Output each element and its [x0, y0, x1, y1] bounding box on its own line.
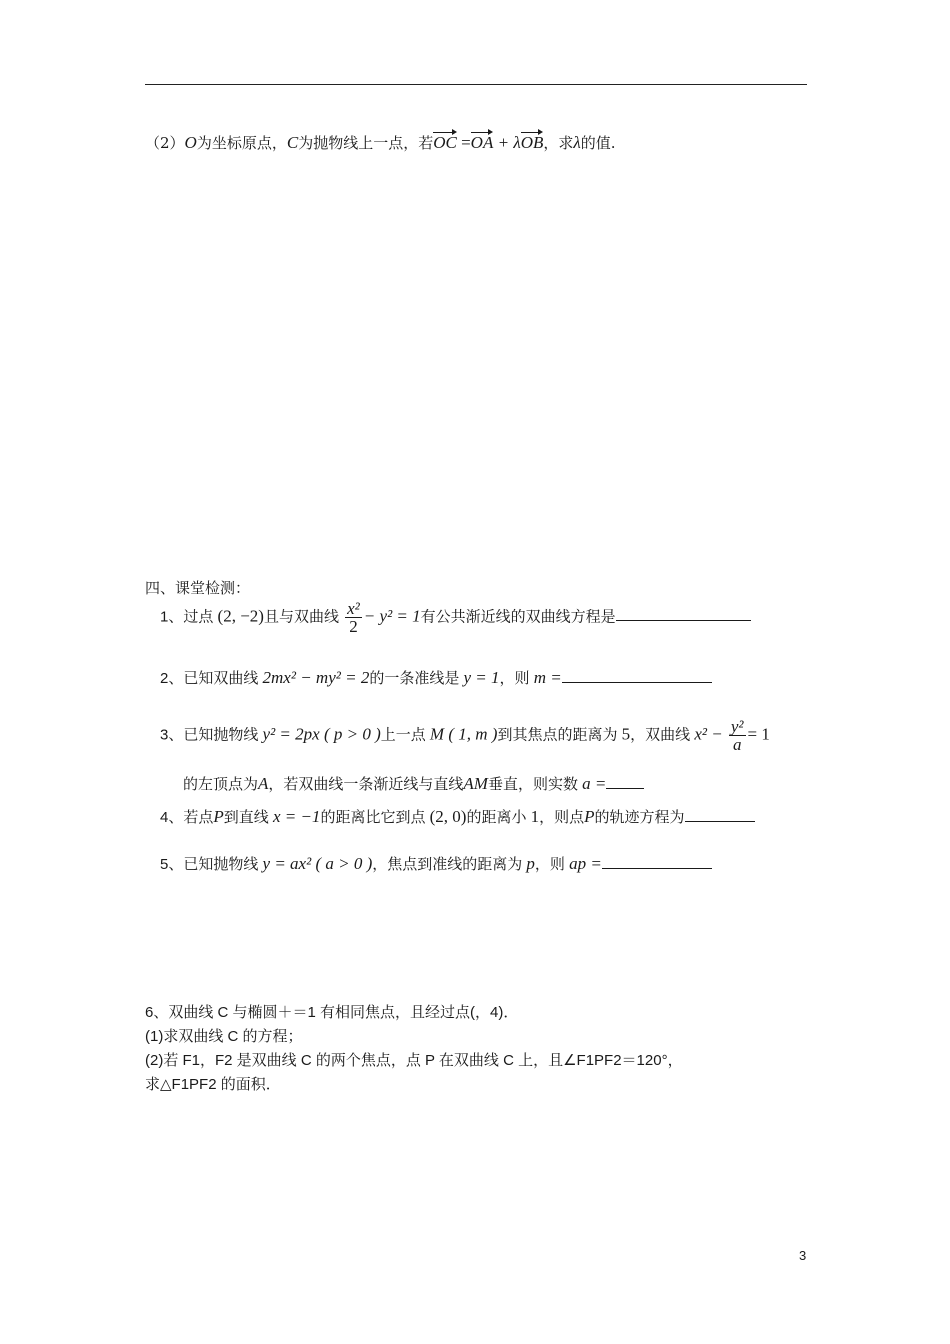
question-6-line-1: 6、双曲线 C 与椭圆＋＝1 有相同焦点，且经过点(，4)．	[145, 1004, 519, 1021]
page-number: 3	[799, 1248, 807, 1263]
exercise-2: 2、已知双曲线 2mx² − my² = 2的一条准线是 y = 1，则 m =	[160, 667, 712, 688]
answer-blank	[616, 606, 751, 621]
fraction: $\frac{\text{y²}}{a}$	[730, 717, 744, 754]
question-6-line-4: 求△F1PF2 的面积．	[145, 1076, 281, 1093]
math-c: C	[286, 133, 299, 152]
math-lambda: λ	[573, 133, 581, 152]
answer-blank	[602, 854, 712, 869]
answer-blank	[606, 774, 644, 789]
fraction: $\frac{\text{x²}}{2}$	[347, 599, 360, 636]
question-6-line-3: (2)若 F1，F2 是双曲线 C 的两个焦点，点 P 在双曲线 C 上，且∠F1PF2＝120°，	[145, 1052, 683, 1069]
section-title: 四、课堂检测：	[145, 579, 251, 597]
exercise-1: 1、过点 (2, −2)且与双曲线 $\frac{\text{x²}}{2}$ − y² = 1有公共渐近线的双曲线方程是	[160, 600, 751, 635]
answer-blank	[562, 668, 712, 683]
answer-blank	[685, 807, 755, 822]
exercise-4: 4、若点P到直线 x = −1的距离比它到点 (2, 0)的距离小 1，则点P的轨迹方程为	[160, 806, 755, 827]
question-2: （2）O为坐标原点，C为抛物线上一点，若OC =OA + λOB，求λ的值.	[145, 133, 616, 152]
vector-oc: OC	[433, 133, 457, 152]
exercise-5: 5、已知抛物线 y = ax² ( a > 0 )，焦点到准线的距离为 p，则 ap =	[160, 853, 712, 874]
exercise-3: 3、已知抛物线 y² = 2px ( p > 0 )上一点 M ( 1, m )到其焦点的距离为 5，双曲线 x² − $\frac{\text{y²}}{a}$ = 1	[160, 717, 770, 754]
header-rule	[145, 84, 807, 85]
vector-oa: OA	[470, 133, 494, 152]
question-number: （2）	[145, 134, 185, 152]
math-o: O	[184, 133, 197, 152]
vector-ob: OB	[520, 133, 544, 152]
exercise-3-continued: 的左顶点为A，若双曲线一条渐近线与直线AM垂直，则实数 a =	[183, 773, 644, 794]
question-6-line-2: (1)求双曲线 C 的方程；	[145, 1028, 303, 1045]
